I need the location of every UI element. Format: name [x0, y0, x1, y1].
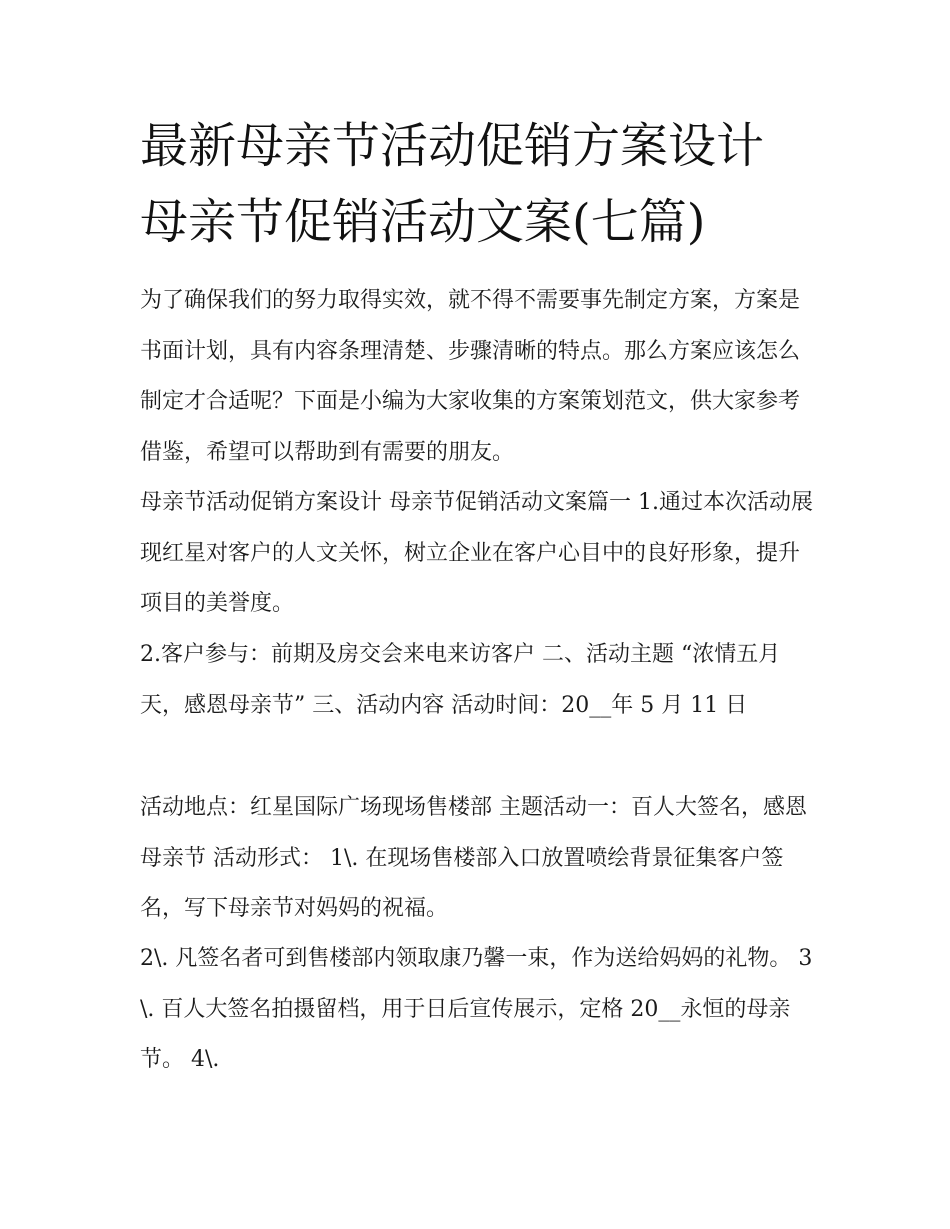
- intro-paragraph: 为了确保我们的努力取得实效，就不得不需要事先制定方案，方案是书面计划，具有内容条理清楚、步骤清晰的特点。那么方案应该怎么制定才合适呢？下面是小编为大家收集的方案策划范文，供大家参考借鉴，希望可以帮助到有需要的朋友。: [140, 288, 801, 465]
- document-title-line-1: 最新母亲节活动促销方案设计: [140, 118, 765, 174]
- body-paragraph-3: 活动地点：红星国际广场现场售楼部 主题活动一：百人大签名，感恩母亲节 活动形式： 1\. 在现场售楼部入口放置喷绘背景征集客户签名，写下母亲节对妈妈的祝福。: [140, 795, 807, 922]
- document-title-line-2: 母亲节促销活动文案(七篇): [140, 194, 706, 250]
- body-paragraph-1: 母亲节活动促销方案设计 母亲节促销活动文案篇一 1.通过本次活动展现红星对客户的人文关怀，树立企业在客户心目中的良好形象，提升项目的美誉度。: [140, 490, 813, 617]
- body-paragraph-4: 2\. 凡签名者可到售楼部内领取康乃馨一束，作为送给妈妈的礼物。 3\. 百人大签名拍摄留档，用于日后宣传展示，定格 20__永恒的母亲节。 4\.: [140, 946, 813, 1073]
- body-paragraph-2: 2.客户参与：前期及房交会来电来访客户 二、活动主题 “浓情五月天，感恩母亲节” 三、活动内容 活动时间：20__年 5 月 11 日: [140, 642, 781, 718]
